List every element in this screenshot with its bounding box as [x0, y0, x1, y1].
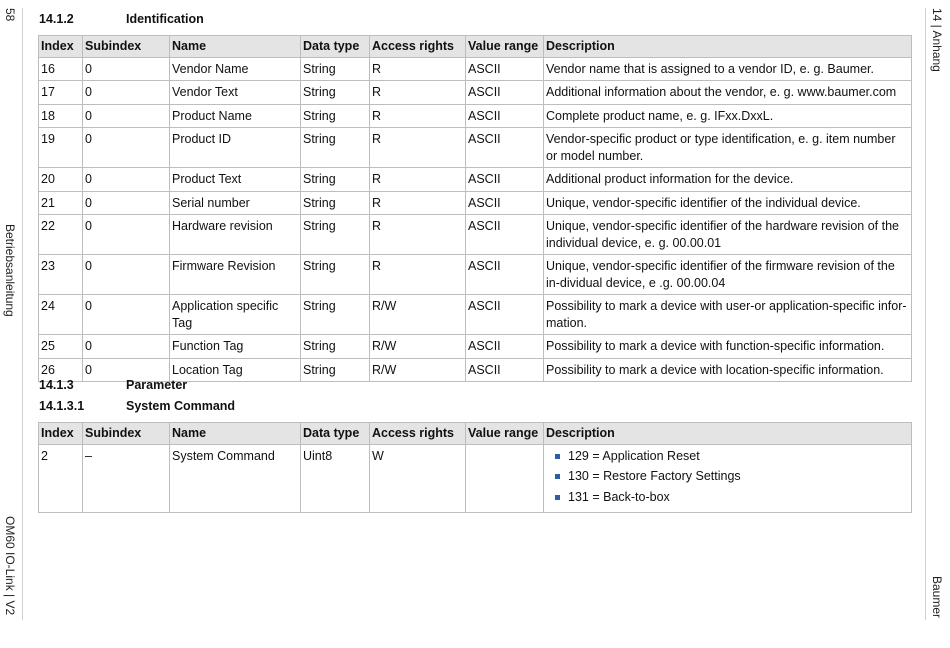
cell-subindex: 0 [83, 295, 170, 335]
cell-value-range: ASCII [466, 128, 544, 168]
table-row [39, 335, 912, 359]
cell-index: 19 [39, 128, 83, 168]
cell-name: Application specific Tag [170, 295, 301, 335]
cell-subindex: 0 [83, 104, 170, 128]
command-list [546, 448, 909, 506]
header-subindex: Subindex [83, 423, 170, 445]
cell-data-type: String [301, 81, 370, 105]
cell-value-range: ASCII [466, 255, 544, 295]
table-row [39, 255, 912, 295]
cell-index: 22 [39, 215, 83, 255]
cell-description: Possibility to mark a device with user-or application-specific infor-mation. [544, 295, 912, 335]
cell-index: 23 [39, 255, 83, 295]
cell-access-rights: R [370, 215, 466, 255]
cell-data-type: String [301, 168, 370, 192]
cell-subindex: 0 [83, 335, 170, 359]
system-command-table [38, 422, 912, 513]
table-row [39, 215, 912, 255]
cell-value-range: ASCII [466, 168, 544, 192]
identification-table [38, 35, 912, 382]
cell-value-range: ASCII [466, 57, 544, 81]
cell-access-rights: R [370, 191, 466, 215]
cell-value-range: ASCII [466, 295, 544, 335]
cell-data-type: String [301, 215, 370, 255]
cell-subindex: 0 [83, 168, 170, 192]
section-number: 14.1.2 [39, 12, 74, 26]
cell-value-range: ASCII [466, 358, 544, 382]
cell-subindex: 0 [83, 358, 170, 382]
cell-description: Vendor name that is assigned to a vendor ID, e. g. Baumer. [544, 57, 912, 81]
table-row [39, 128, 912, 168]
section-heading-system-command [39, 399, 235, 413]
table-row [39, 57, 912, 81]
right-footer-label: Baumer [930, 576, 944, 619]
cell-name: Product Name [170, 104, 301, 128]
cell-subindex: 0 [83, 57, 170, 81]
cell-access-rights: R [370, 255, 466, 295]
cell-description: Unique, vendor-specific identifier of the individual device. [544, 191, 912, 215]
cell-index: 26 [39, 358, 83, 382]
header-name: Name [170, 36, 301, 58]
cell-access-rights: R [370, 104, 466, 128]
cell-description [544, 444, 912, 513]
cell-name: Hardware revision [170, 215, 301, 255]
cell-name: Vendor Text [170, 81, 301, 105]
cell-name: Product Text [170, 168, 301, 192]
header-value-range: Value range [466, 36, 544, 58]
cell-access-rights: R/W [370, 358, 466, 382]
header-index: Index [39, 36, 83, 58]
cell-subindex: 0 [83, 215, 170, 255]
cell-description: Possibility to mark a device with location-specific information. [544, 358, 912, 382]
section-number: 14.1.3 [39, 378, 74, 392]
cell-data-type: Uint8 [301, 444, 370, 513]
cell-access-rights: R [370, 81, 466, 105]
cell-index: 2 [39, 444, 83, 513]
cell-index: 17 [39, 81, 83, 105]
section-title: Parameter [126, 378, 188, 392]
header-subindex: Subindex [83, 36, 170, 58]
header-access-rights: Access rights [370, 423, 466, 445]
cell-name: Vendor Name [170, 57, 301, 81]
right-header-label: 14 | Anhang [930, 8, 944, 72]
cell-access-rights: W [370, 444, 466, 513]
cell-value-range: ASCII [466, 81, 544, 105]
cell-data-type: String [301, 335, 370, 359]
header-value-range: Value range [466, 423, 544, 445]
cell-data-type: String [301, 57, 370, 81]
left-margin-rule [22, 8, 23, 620]
page-number: 58 [3, 8, 17, 22]
table-header-row [39, 36, 912, 58]
cell-name: Location Tag [170, 358, 301, 382]
cell-access-rights: R [370, 128, 466, 168]
cell-index: 16 [39, 57, 83, 81]
cell-data-type: String [301, 128, 370, 168]
cell-value-range: ASCII [466, 335, 544, 359]
section-number: 14.1.3.1 [39, 399, 85, 413]
right-margin-rule [925, 8, 926, 620]
header-description: Description [544, 36, 912, 58]
cell-access-rights: R [370, 168, 466, 192]
list-item: 129 = Application Reset [546, 448, 909, 465]
cell-name: System Command [170, 444, 301, 513]
section-heading-parameter [39, 378, 187, 392]
cell-description: Unique, vendor-specific identifier of the firmware revision of the in-dividual device, e .g. 00.00.04 [544, 255, 912, 295]
cell-value-range: ASCII [466, 191, 544, 215]
cell-index: 20 [39, 168, 83, 192]
cell-data-type: String [301, 104, 370, 128]
cell-subindex: 0 [83, 191, 170, 215]
cell-name: Serial number [170, 191, 301, 215]
cell-index: 21 [39, 191, 83, 215]
cell-data-type: String [301, 191, 370, 215]
cell-index: 24 [39, 295, 83, 335]
list-item: 131 = Back-to-box [546, 489, 909, 506]
header-access-rights: Access rights [370, 36, 466, 58]
cell-data-type: String [301, 358, 370, 382]
cell-name: Firmware Revision [170, 255, 301, 295]
cell-description: Unique, vendor-specific identifier of the hardware revision of the individual device, e. g. 00.00.01 [544, 215, 912, 255]
cell-data-type: String [301, 255, 370, 295]
header-data-type: Data type [301, 36, 370, 58]
cell-description: Possibility to mark a device with function-specific information. [544, 335, 912, 359]
cell-value-range: ASCII [466, 104, 544, 128]
header-data-type: Data type [301, 423, 370, 445]
cell-description: Additional information about the vendor, e. g. www.baumer.com [544, 81, 912, 105]
cell-index: 25 [39, 335, 83, 359]
table-row [39, 104, 912, 128]
table-row [39, 444, 912, 513]
header-name: Name [170, 423, 301, 445]
left-margin-label: Betriebsanleitung [3, 224, 17, 317]
cell-index: 18 [39, 104, 83, 128]
cell-name: Product ID [170, 128, 301, 168]
table-header-row [39, 423, 912, 445]
cell-data-type: String [301, 295, 370, 335]
cell-subindex: – [83, 444, 170, 513]
cell-subindex: 0 [83, 81, 170, 105]
header-index: Index [39, 423, 83, 445]
cell-access-rights: R [370, 57, 466, 81]
table-row [39, 191, 912, 215]
list-item: 130 = Restore Factory Settings [546, 468, 909, 485]
table-row [39, 295, 912, 335]
cell-description: Additional product information for the device. [544, 168, 912, 192]
cell-value-range [466, 444, 544, 513]
cell-subindex: 0 [83, 128, 170, 168]
cell-description: Vendor-specific product or type identification, e. g. item number or model number. [544, 128, 912, 168]
cell-description: Complete product name, e. g. IFxx.DxxL. [544, 104, 912, 128]
section-title: System Command [126, 399, 236, 413]
left-footer-label: OM60 IO-Link | V2 [3, 516, 17, 616]
cell-access-rights: R/W [370, 335, 466, 359]
table-row [39, 81, 912, 105]
table-row [39, 168, 912, 192]
cell-access-rights: R/W [370, 295, 466, 335]
cell-value-range: ASCII [466, 215, 544, 255]
cell-subindex: 0 [83, 255, 170, 295]
section-title: Identification [126, 12, 204, 26]
section-heading-identification [39, 12, 204, 26]
cell-name: Function Tag [170, 335, 301, 359]
header-description: Description [544, 423, 912, 445]
